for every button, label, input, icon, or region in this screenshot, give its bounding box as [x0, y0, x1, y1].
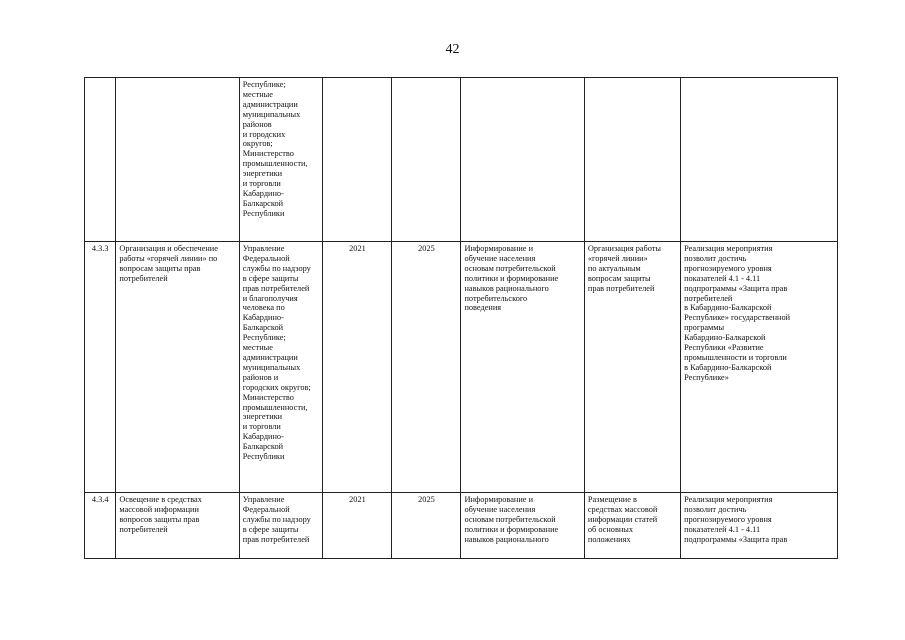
start-year-cell: 2021	[323, 493, 392, 559]
executor-cell: Управление Федеральной службы по надзору в сфере защиты прав потребителей и благополучия человека по Кабардино- Балкарской Республике; местные администрации муниципальных районов и городских округов; Министерство промышленности, энергетики и торговли Кабардино- Балкарской Республики	[239, 242, 323, 493]
indicator-connection-cell: Реализация мероприятия позволит достичь прогнозируемого уровня показателей 4.1 - 4.11 подпрограммы «Защита прав потребителей в Кабардино-Балкарской Республике» государственной программы Кабардино-Балкарской Республики «Развитие промышленности и торговли в Кабардино-Балкарской Республике»	[681, 242, 838, 493]
measure-name-cell: Организация и обеспечение работы «горячей линии» по вопросам защиты прав потребителей	[116, 242, 239, 493]
measure-number-cell	[85, 78, 116, 242]
end-year-cell	[392, 78, 461, 242]
expected-result-cell: Информирование и обучение населения основам потребительской политики и формирование навыков рационального потребительского поведения	[461, 242, 584, 493]
indicator-connection-cell: Реализация мероприятия позволит достичь прогнозируемого уровня показателей 4.1 - 4.11 подпрограммы «Защита прав	[681, 493, 838, 559]
measure-name-cell	[116, 78, 239, 242]
table-row	[85, 493, 838, 559]
measure-name-cell: Освещение в средствах массовой информации вопросов защиты прав потребителей	[116, 493, 239, 559]
start-year-cell	[323, 78, 392, 242]
measure-number-cell: 4.3.4	[85, 493, 116, 559]
measures-table	[84, 77, 838, 559]
main-directions-cell: Размещение в средствах массовой информации статей об основных положениях	[584, 493, 680, 559]
start-year-cell: 2021	[323, 242, 392, 493]
expected-result-cell: Информирование и обучение населения основам потребительской политики и формирование навыков рационального	[461, 493, 584, 559]
table-row	[85, 78, 838, 242]
measure-number-cell: 4.3.3	[85, 242, 116, 493]
executor-cell: Управление Федеральной службы по надзору в сфере защиты прав потребителей	[239, 493, 323, 559]
main-directions-cell	[584, 78, 680, 242]
table-row	[85, 242, 838, 493]
page-number: 42	[445, 42, 460, 57]
end-year-cell: 2025	[392, 493, 461, 559]
main-directions-cell: Организация работы «горячей линии» по актуальным вопросам защиты прав потребителей	[584, 242, 680, 493]
executor-cell: Республике; местные администрации муниципальных районов и городских округов; Министерство промышленности, энергетики и торговли Кабардино- Балкарской Республики	[239, 78, 323, 242]
indicator-connection-cell	[681, 78, 838, 242]
expected-result-cell	[461, 78, 584, 242]
end-year-cell: 2025	[392, 242, 461, 493]
